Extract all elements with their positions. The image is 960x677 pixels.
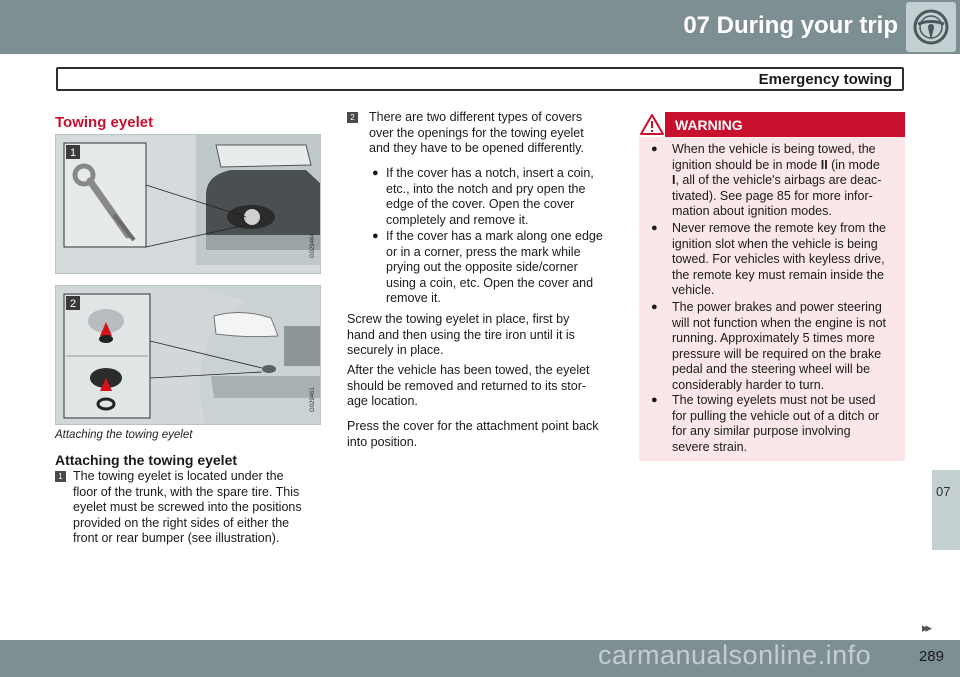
text-line: considerably harder to turn. [672,377,825,392]
text-line: etc., into the notch and pry open the [386,181,586,196]
warning-item [651,221,901,299]
text-line: ignition should be in mode II (in mode [672,157,880,172]
text-line: the remote key must remain inside the [672,267,884,282]
text-line: pressure will be required on the brake [672,346,882,361]
chapter-header [0,0,960,54]
text-line: or in a corner, press the mark while [386,244,581,259]
text-line: pedal and the steering wheel will be [672,362,871,376]
text-line: for any similar purpose involving [672,424,851,438]
text-line: Screw the towing eyelet in place, first by [347,312,570,326]
text-line: After the vehicle has been towed, the eyelet [347,363,590,377]
watermark: carmanualsonline.info [598,640,872,670]
text-line: Press the cover for the attachment point back [347,419,599,433]
step-2 [347,110,617,157]
paragraph [347,419,622,450]
text-line: I, all of the vehicle's airbags are deac- [672,173,882,187]
step-1 [55,469,325,547]
text-line: Never remove the remote key from the [672,221,886,235]
bullet-item [372,166,622,228]
bumper-illustration [55,285,321,425]
figure-code-2: G029461 [310,387,316,412]
text-line: remove it. [386,291,441,305]
text-line: vehicle. [672,283,715,297]
bullet-icon: ● [651,394,658,406]
text-line: using a coin, etc. Open the cover and [386,275,594,290]
text-line: tivated). See page 85 for more infor- [672,188,873,203]
text-line: There are two different types of covers [369,110,583,124]
text-line: towed. For vehicles with keyless drive, [672,252,885,266]
trunk-illustration [55,134,321,274]
text-line: over the openings for the towing eyelet [369,125,584,140]
warning-header [639,112,905,137]
text-line: mation about ignition modes. [672,204,832,218]
text-line: The power brakes and power steering [672,300,882,314]
text-line: floor of the trunk, with the spare tire. This [73,484,300,499]
text-line: and they have to be opened differently. [369,141,584,155]
bullet-icon: ● [372,230,379,242]
text-line: provided on the right sides of either the [73,515,290,530]
text-line: for pulling the vehicle out of a ditch or [672,408,880,423]
chapter-title: 07 During your trip [683,12,898,39]
text-line: hand and then using the tire iron until it is [347,327,575,342]
text-line: should be removed and returned to its stor- [347,378,587,393]
step-number-badge: 2 [347,112,358,123]
paragraph [347,312,622,359]
text-line: front or rear bumper (see illustration). [73,531,280,545]
section-title: Emergency towing [758,71,892,88]
paragraph [347,363,622,410]
bullet-icon: ● [651,143,658,155]
section-heading: Towing eyelet [55,114,154,131]
warning-triangle-icon [639,112,665,137]
figure-caption: Attaching the towing eyelet [55,429,193,441]
text-line: When the vehicle is being towed, the [672,142,876,156]
text-line: If the cover has a notch, insert a coin, [386,166,594,180]
text-line: prying out the opposite side/corner [386,260,578,274]
chapter-tab [932,470,960,550]
bullet-icon: ● [651,222,658,234]
text-line: completely and remove it. [386,212,529,227]
step-number-badge: 1 [55,471,66,482]
warning-item [651,300,901,393]
warning-item [651,142,901,220]
chapter-number: 07 [936,484,951,499]
subheading: Attaching the towing eyelet [55,452,238,468]
text-line: securely in place. [347,343,444,357]
page-number: 289 [918,648,944,665]
text-line: into position. [347,434,418,449]
callout-2: 2 [69,298,77,310]
text-line: The towing eyelets must not be used [672,393,876,407]
text-line: will not function when the engine is not [672,315,887,330]
figure-code-1: G029464 [310,233,316,258]
bullet-icon: ● [651,301,658,313]
text-line: age location. [347,394,418,408]
bullet-icon: ● [372,167,379,179]
warning-box [639,112,905,461]
text-line: eyelet must be screwed into the positions [73,500,302,514]
text-line: The towing eyelet is located under the [73,469,284,483]
text-line: severe strain. [672,439,748,454]
callout-1: 1 [69,147,77,159]
warning-title: WARNING [675,117,743,133]
section-bar [56,67,904,91]
text-line: running. Approximately 5 times more [672,331,875,345]
text-line: If the cover has a mark along one edge [386,229,603,243]
steering-wheel-icon [906,2,956,52]
bullet-item [372,229,622,307]
text-line: edge of the cover. Open the cover [386,197,575,211]
text-line: ignition slot when the vehicle is being [672,236,878,251]
warning-item [651,393,901,455]
next-page-icon: ▸▸ [922,620,930,635]
